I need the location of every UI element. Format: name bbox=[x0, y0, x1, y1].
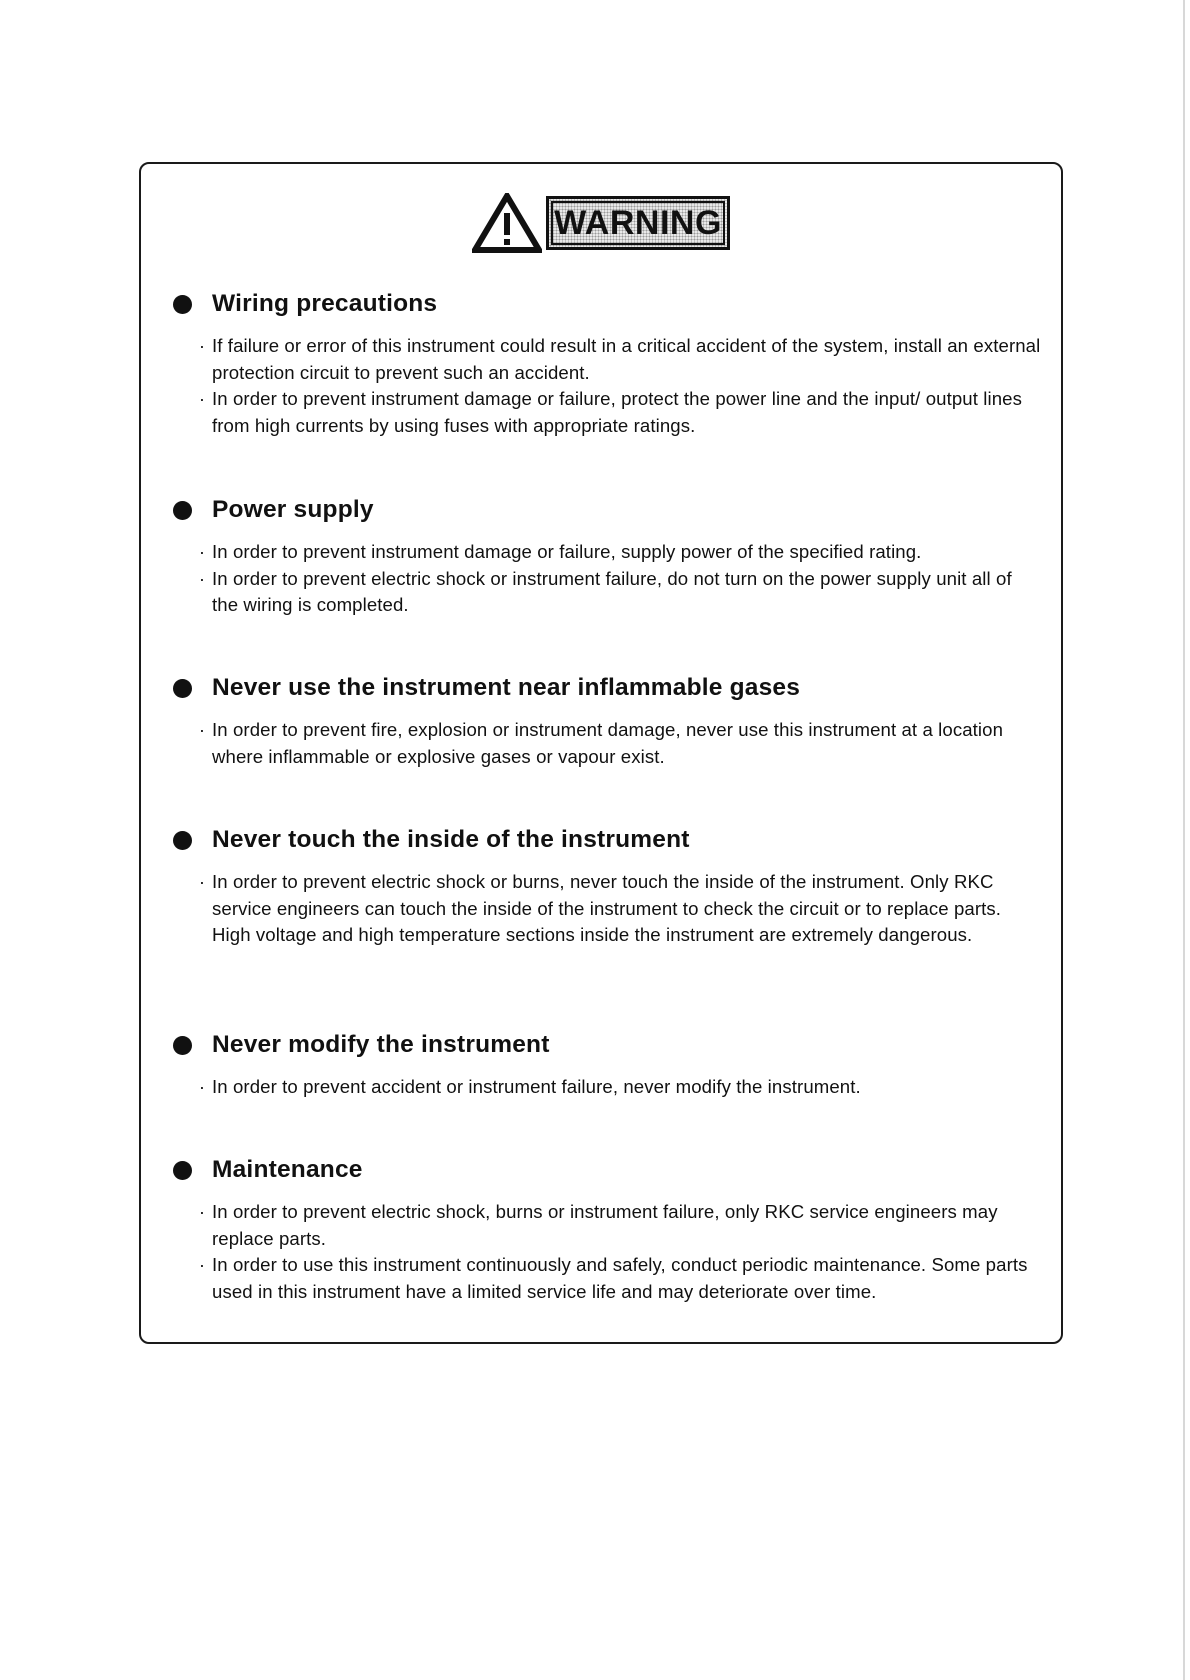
item-text: If failure or error of this instrument could result in a critical accident of the system, install an external protection circuit to prevent such an accident. bbox=[212, 335, 1041, 383]
section-heading bbox=[173, 287, 1041, 321]
warning-triangle-icon bbox=[472, 193, 542, 253]
section-title: Never touch the inside of the instrument bbox=[212, 826, 690, 853]
section-title: Power supply bbox=[212, 496, 374, 523]
bullet-dot-icon bbox=[173, 295, 192, 314]
section-wiring-precautions bbox=[173, 287, 1041, 439]
item-text: In order to prevent electric shock or instrument failure, do not turn on the power supply unit all of the wiring is completed. bbox=[212, 567, 1012, 615]
item-mark: · bbox=[198, 335, 206, 356]
section-heading bbox=[173, 1028, 1041, 1062]
list-item bbox=[173, 386, 1041, 439]
section-title: Never modify the instrument bbox=[212, 1031, 550, 1058]
page-edge bbox=[1183, 0, 1185, 1680]
item-mark: · bbox=[198, 871, 206, 892]
section-never-touch bbox=[173, 823, 1041, 949]
item-list bbox=[173, 717, 1041, 770]
item-mark: · bbox=[198, 1254, 206, 1275]
list-item bbox=[173, 1074, 1041, 1101]
bullet-dot-icon bbox=[173, 679, 192, 698]
section-inflammable-gases bbox=[173, 671, 1041, 770]
list-item bbox=[173, 717, 1041, 770]
section-power-supply bbox=[173, 493, 1041, 619]
item-list bbox=[173, 1074, 1041, 1101]
section-title: Never use the instrument near inflammable gases bbox=[212, 674, 801, 701]
list-item bbox=[173, 566, 1041, 619]
list-item bbox=[173, 333, 1041, 386]
bullet-dot-icon bbox=[173, 1161, 192, 1180]
item-mark: · bbox=[198, 541, 206, 562]
item-text: In order to prevent accident or instrument failure, never modify the instrument. bbox=[212, 1076, 861, 1097]
section-heading bbox=[173, 1153, 1041, 1187]
item-text: In order to prevent fire, explosion or instrument damage, never use this instrument at a location where inflammable or explosive gases or vapour exist. bbox=[212, 719, 1004, 767]
item-list bbox=[173, 1199, 1041, 1305]
item-list bbox=[173, 333, 1041, 439]
warning-box bbox=[139, 162, 1063, 1344]
item-mark: · bbox=[198, 388, 206, 409]
list-item bbox=[173, 1252, 1041, 1305]
section-title: Wiring precautions bbox=[212, 290, 438, 317]
item-text: In order to prevent electric shock, burns or instrument failure, only RKC service engineers may replace parts. bbox=[212, 1201, 998, 1249]
section-heading bbox=[173, 671, 1041, 705]
item-mark: · bbox=[198, 567, 206, 589]
item-text: In order to use this instrument continuously and safely, conduct periodic maintenance. Some parts used in this instrument have a limited service life and may deteriorate over time. bbox=[212, 1254, 1028, 1302]
section-maintenance bbox=[173, 1153, 1041, 1305]
item-mark: · bbox=[198, 1201, 206, 1222]
item-text: In order to prevent instrument damage or failure, supply power of the specified rating. bbox=[212, 541, 922, 562]
bullet-dot-icon bbox=[173, 831, 192, 850]
bullet-dot-icon bbox=[173, 1036, 192, 1055]
item-list bbox=[173, 539, 1041, 619]
warning-label: WARNING bbox=[546, 196, 730, 250]
bullet-dot-icon bbox=[173, 501, 192, 520]
item-mark: · bbox=[198, 719, 206, 740]
warning-header bbox=[141, 192, 1061, 254]
list-item bbox=[173, 1199, 1041, 1252]
item-text: In order to prevent electric shock or burns, never touch the inside of the instrument. Only RKC service engineers can touch the inside of the instrument to check the circuit or to replace parts. High voltage and high temperature sections inside the instrument are extremely dangerous. bbox=[212, 871, 1002, 945]
section-heading bbox=[173, 823, 1041, 857]
item-text: In order to prevent instrument damage or failure, protect the power line and the input/ output lines from high currents by using fuses with appropriate ratings. bbox=[212, 388, 1023, 436]
list-item bbox=[173, 869, 1041, 949]
list-item bbox=[173, 539, 1041, 566]
section-title: Maintenance bbox=[212, 1156, 363, 1183]
section-never-modify bbox=[173, 1028, 1041, 1101]
item-mark: · bbox=[198, 1076, 206, 1097]
item-list bbox=[173, 869, 1041, 949]
section-heading bbox=[173, 493, 1041, 527]
